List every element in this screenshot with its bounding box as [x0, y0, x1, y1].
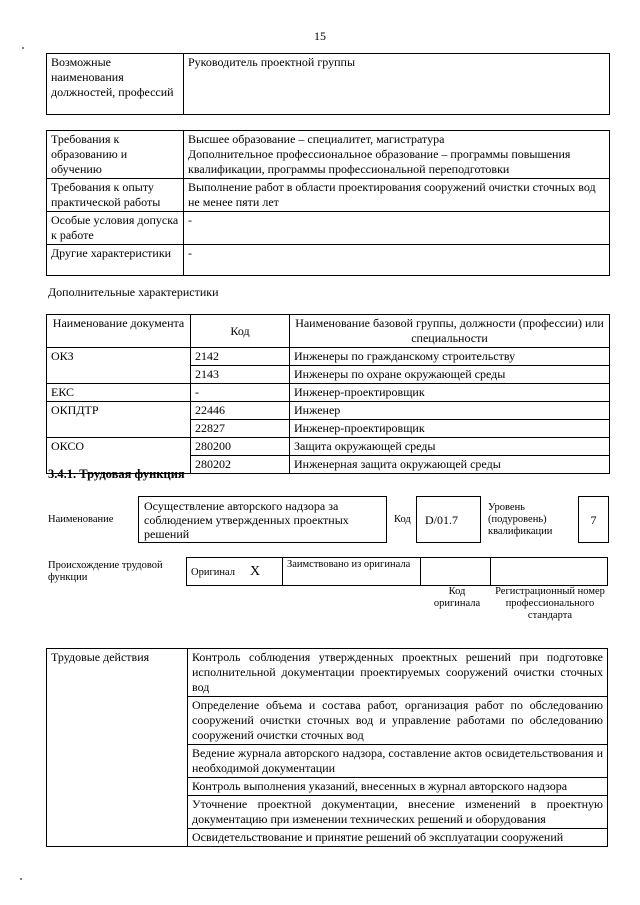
table-row: [47, 179, 610, 212]
function-code-box: [416, 496, 481, 543]
qualification-level-label: Уровень (подуровень) квалификации: [488, 502, 553, 537]
table-row: [47, 366, 610, 384]
table-cell-name: Инженер: [290, 402, 610, 420]
table-row: [47, 420, 610, 438]
table-cell-code: 2143: [191, 366, 290, 384]
labor-action-item: Определение объема и состава работ, организация работ по обследованию сооружений очистки сточных вод и управление работами по обследованию сооружений очистки сточных вод: [188, 697, 608, 745]
table-row: [47, 402, 610, 420]
table-cell-document: ОКСО: [47, 438, 191, 456]
labor-action-item: Ведение журнала авторского надзора, составление актов освидетельствования и необходимой документации: [188, 745, 608, 778]
table-cell-code: 2142: [191, 348, 290, 366]
table-cell-name: Инженеры по гражданскому строительству: [290, 348, 610, 366]
education-line: Дополнительное профессиональное образование – программы повышения квалификации, программы профессиональной переподготовки: [188, 147, 571, 176]
function-code-value: D/01.7: [425, 513, 458, 527]
table-header-row: [47, 315, 610, 348]
scan-dot: [22, 47, 24, 49]
column-header-document: Наименование документа: [47, 315, 191, 348]
table-cell-code: 22446: [191, 402, 290, 420]
education-line: Высшее образование – специалитет, магистратура: [188, 132, 445, 146]
table-cell-label: Требования к образованию и обучению: [47, 131, 184, 179]
qualification-level-value: 7: [590, 513, 597, 527]
table-cell-name: Инженерная защита окружающей среды: [290, 456, 610, 474]
function-code-label: Код: [394, 514, 411, 525]
function-name-label: Наименование: [48, 514, 114, 525]
code-original-label: Код оригинала: [433, 586, 481, 609]
table-row: [47, 245, 610, 276]
column-header-name: Наименование базовой группы, должности (профессии) или специальности: [290, 315, 610, 348]
table-row: [47, 348, 610, 366]
table-cell-document: ОКЗ: [47, 348, 191, 366]
table-cell-code: -: [191, 384, 290, 402]
origin-code-cell: [421, 558, 491, 586]
table-cell-value: [184, 131, 610, 179]
table-row: [47, 212, 610, 245]
table-cell-name: Инженеры по охране окружающей среды: [290, 366, 610, 384]
table-row: [47, 438, 610, 456]
table-cell-name: Инженер-проектировщик: [290, 384, 610, 402]
table-cell-document: [47, 366, 191, 384]
table-cell-label: Другие характеристики: [47, 245, 184, 276]
function-name-box: [138, 496, 387, 543]
table-cell-document: ОКПДТР: [47, 402, 191, 420]
registration-number-label: Регистрационный номер профессионального стандарта: [495, 586, 605, 621]
table-row: [47, 131, 610, 179]
column-header-code: Код: [191, 315, 290, 348]
page-number: 15: [314, 29, 326, 43]
origin-original-cell: [187, 558, 283, 586]
table-cell-name: Защита окружающей среды: [290, 438, 610, 456]
table-cell-value: -: [184, 245, 610, 276]
labor-action-item: Контроль выполнения указаний, внесенных в журнал авторского надзора: [188, 778, 608, 796]
borrowed-label: Заимствовано из оригинала: [283, 558, 421, 586]
table-cell-label: Особые условия допуска к работе: [47, 212, 184, 245]
labor-actions-label: Трудовые действия: [47, 649, 188, 847]
table-row: [47, 649, 608, 697]
labor-action-item: Уточнение проектной документации, внесение изменений в проектную документацию при изменении технических решений и оборудования: [188, 796, 608, 829]
table-row: [187, 558, 608, 586]
additional-characteristics-title: Дополнительные характеристики: [48, 285, 219, 299]
labor-action-item: Контроль соблюдения утвержденных проектных решений при подготовке исполнительной документации проектируемых сооружений очистки сточных вод: [188, 649, 608, 697]
additional-characteristics-table: [46, 314, 610, 474]
table-cell-code: 280200: [191, 438, 290, 456]
table-cell-value: -: [184, 212, 610, 245]
table-row: [47, 384, 610, 402]
original-mark: X: [250, 564, 261, 579]
origin-label: Происхождение трудовой функции: [48, 560, 163, 583]
possible-positions-table: [46, 53, 610, 115]
table-cell-code: 22827: [191, 420, 290, 438]
table-cell-name: Инженер-проектировщик: [290, 420, 610, 438]
table-cell-value: Выполнение работ в области проектирования сооружений очистки сточных вод не менее пяти лет: [184, 179, 610, 212]
labor-action-item: Освидетельствование и принятие решений об эксплуатации сооружений: [188, 829, 608, 847]
requirements-table: [46, 130, 610, 276]
table-cell-code: 280202: [191, 456, 290, 474]
table-cell-document: ЕКС: [47, 384, 191, 402]
table-cell-label: Требования к опыту практической работы: [47, 179, 184, 212]
table-row: [47, 54, 610, 115]
labor-actions-table: [46, 648, 608, 847]
original-label: Оригинал: [191, 567, 235, 578]
qualification-level-box: [578, 496, 609, 543]
section-title: 3.4.1. Трудовая функция: [48, 467, 185, 481]
function-name-value: Осуществление авторского надзора за соблюдением утвержденных проектных решений: [144, 499, 349, 541]
table-cell-label: Возможные наименования должностей, профессий: [47, 54, 184, 115]
table-cell-document: [47, 420, 191, 438]
origin-table: [186, 557, 608, 586]
table-cell-value: Руководитель проектной группы: [184, 54, 610, 115]
origin-reg-cell: [491, 558, 608, 586]
scan-dot: [20, 878, 22, 880]
